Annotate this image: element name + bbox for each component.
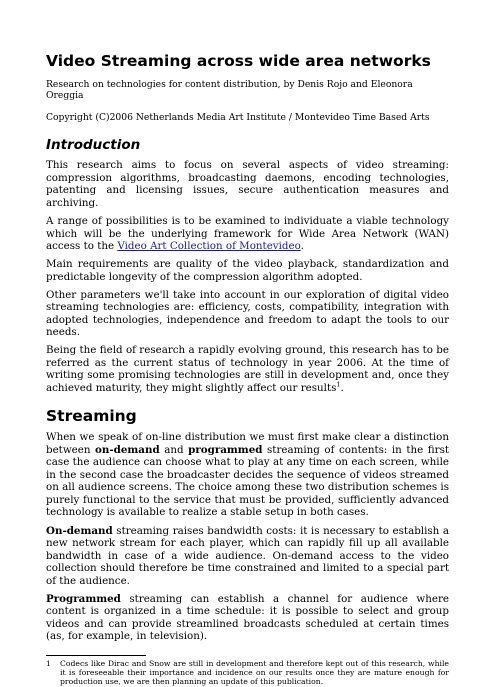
streaming-paragraph-2: [46, 525, 449, 588]
streaming-p1-text-c: and: [159, 443, 189, 456]
streaming-p2-text: streaming raises bandwidth costs: it is necessary to establish a new network stream for each player, which can rapidly fill up all available bandwidth in case of a wide audience. On-demand access to the video collection should therefore be time constrained and limited to a special part of the audience.: [46, 524, 449, 587]
streaming-heading: Streaming: [46, 406, 137, 425]
streaming-paragraph-3: [46, 593, 449, 643]
programmed-lead: Programmed: [46, 592, 121, 605]
document-subtitle: Research on technologies for content distribution, by Denis Rojo and Eleonora Oreggia: [46, 78, 413, 102]
on-demand-term: on-demand: [95, 443, 160, 456]
intro-paragraph-5: [46, 344, 449, 394]
document-title: Video Streaming across wide area networks: [46, 52, 431, 70]
copyright-line: Copyright (C)2006 Netherlands Media Art Institute / Montevideo Time Based Arts: [46, 111, 430, 123]
footnote-divider: [46, 655, 146, 656]
footnote: [46, 659, 449, 687]
intro-paragraph-4: Other parameters we'll take into account in our exploration of digital video streaming technologies are: efficiency, costs, compatibility, integration with adopted technologies, independence and freedom to adapt the tools to our needs.: [46, 288, 449, 339]
footnote-reference[interactable]: 1: [336, 380, 341, 389]
intro-p5-end: .: [340, 382, 344, 395]
intro-paragraph-2: [46, 215, 449, 253]
streaming-paragraph-1: [46, 431, 449, 519]
footnote-number: 1: [46, 658, 51, 668]
intro-p2-end: .: [300, 240, 304, 253]
footnote-text: Codecs like Dirac and Snow are still in development and therefore kept out of this research, while it is foreseeable their importance and incidence on our results once they are mature enough for production use, we are then planning an update of this publication.: [60, 658, 449, 687]
on-demand-lead: On-demand: [46, 524, 113, 537]
intro-paragraph-3: Main requirements are quality of the video playback, standardization and predictable longevity of the compression algorithm adopted.: [46, 258, 449, 283]
programmed-term: programmed: [188, 443, 263, 456]
intro-p5-text: Being the field of research a rapidly evolving ground, this research has to be referred as the current status of technology in year 2006. At the time of writing some promising technologies are still in development and, once they achieved maturity, they might slightly affect our results: [46, 344, 449, 395]
introduction-heading: Introduction: [46, 137, 141, 154]
streaming-p3-text: streaming can establish a channel for audience where content is organized in a time schedule: it is possible to select and group videos and can provide streamlined broadcasts scheduled at certain times (as, for example, in television).: [46, 592, 449, 643]
streaming-p1-text-e: streaming of contents: in the first case the audience can choose what to play at any time on each screen, while in the second case the broadcaster decides the sequence of videos streamed on all audience screens. The choice among these two distribution schemes is purely functional to the service that must be provided, sufficiently advanced technology is available to realize a stable setup in both cases.: [46, 443, 449, 519]
video-art-collection-link[interactable]: Video Art Collection of Montevideo: [117, 240, 301, 253]
intro-p2-text: A range of possibilities is to be examined to individuate a viable technology which will be the underlying framework for Wide Area Network (WAN) access to the: [46, 214, 449, 253]
streaming-p1-text-a: When we speak of on-line distribution we must first make clear a distinction between: [46, 431, 449, 456]
intro-paragraph-1: This research aims to focus on several aspects of video streaming: compression algorithms, broadcasting daemons, encoding technologies, patenting and licensing issues, secure authentication measures and archiving.: [46, 159, 449, 209]
